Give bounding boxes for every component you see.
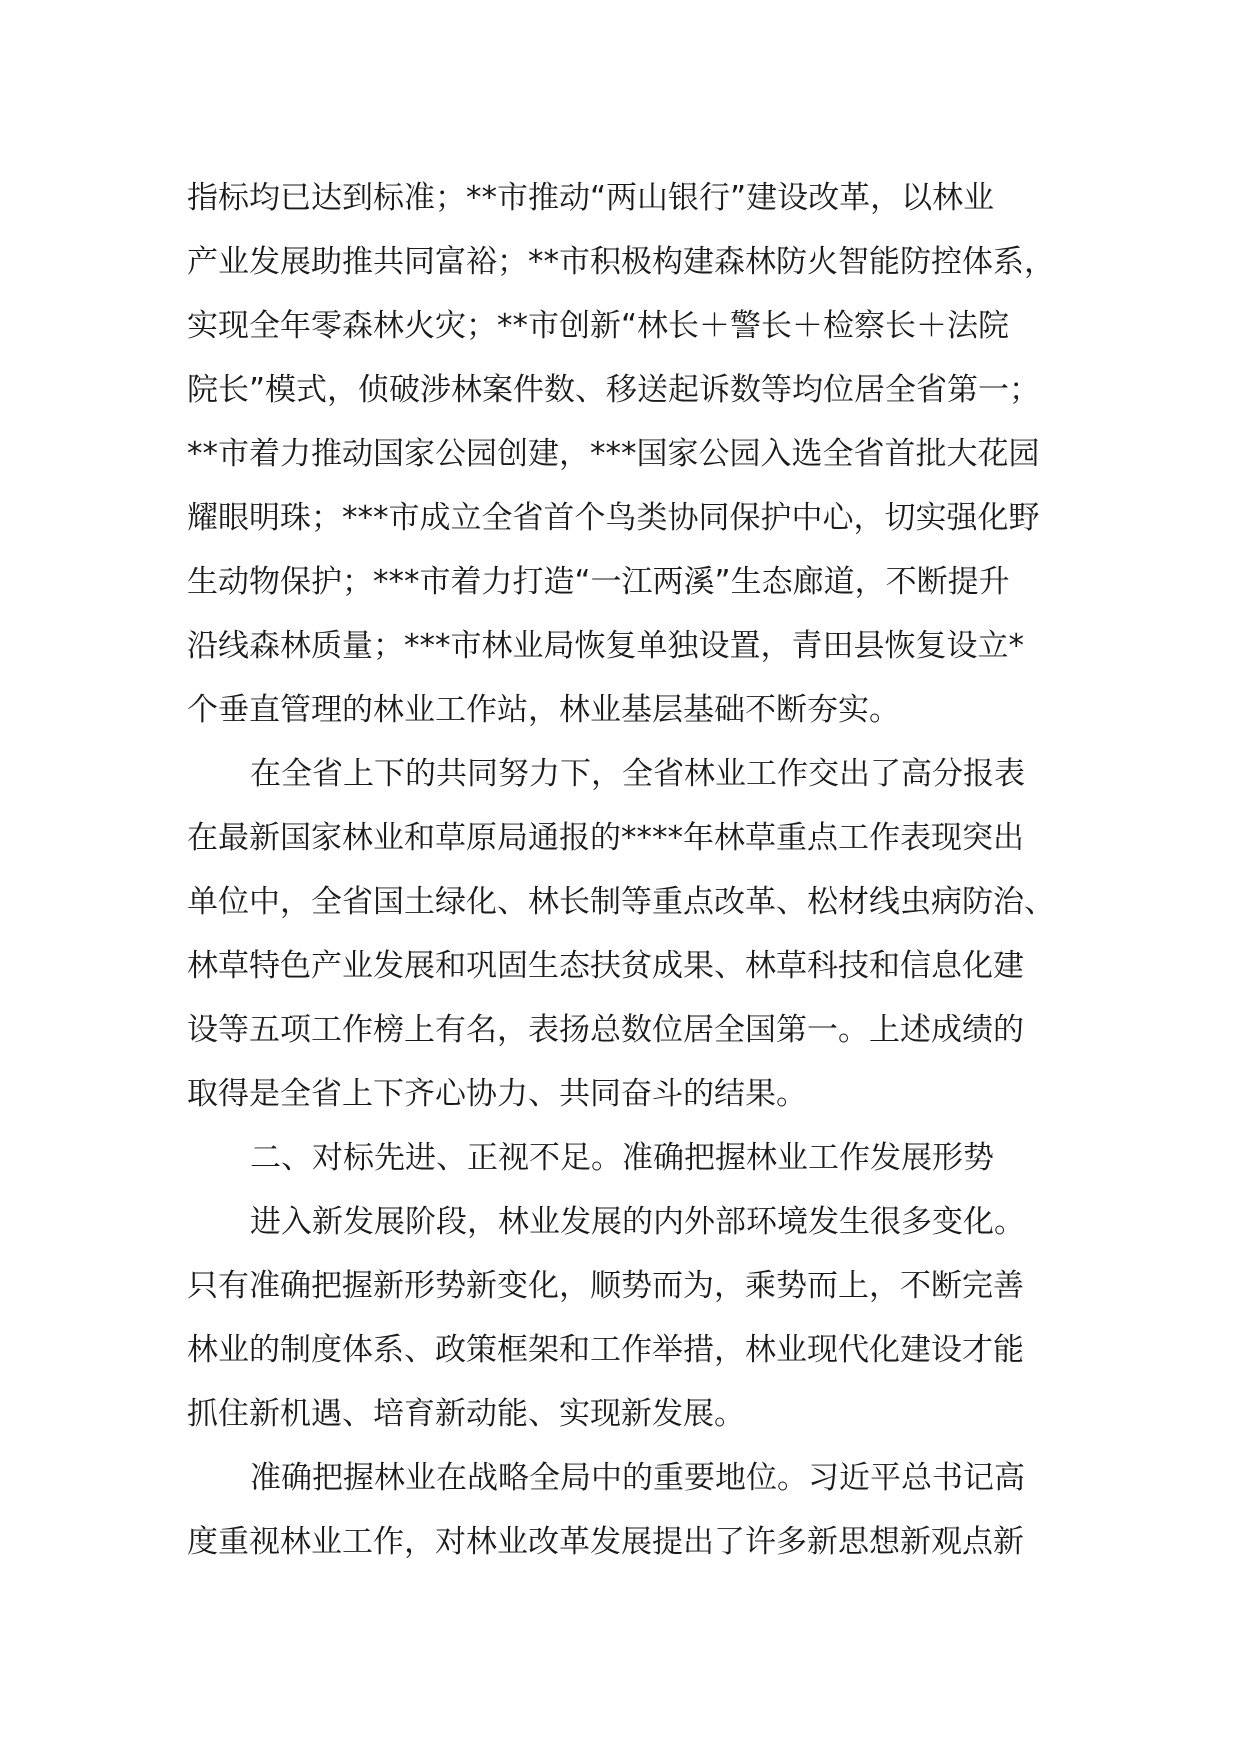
text-line: 实现全年零森林火灾；**市创新“林长＋警长＋检察长＋法院 bbox=[187, 308, 1010, 344]
text-line: 个垂直管理的林业工作站，林业基层基础不断夯实。 bbox=[187, 692, 900, 728]
text-line: 沿线森林质量；***市林业局恢复单独设置，青田县恢复设立* bbox=[187, 628, 1024, 664]
text-line: 在最新国家林业和草原局通报的****年林草重点工作表现突出 bbox=[187, 820, 1024, 856]
paragraph-first-line: 准确把握林业在战略全局中的重要地位。习近平总书记高 bbox=[250, 1460, 1025, 1496]
text-line: 指标均已达到标准；**市推动“两山银行”建设改革，以林业 bbox=[187, 180, 995, 216]
text-line: 耀眼明珠；***市成立全省首个鸟类协同保护中心，切实强化野 bbox=[187, 500, 1040, 536]
text-line: 设等五项工作榜上有名，表扬总数位居全国第一。上述成绩的 bbox=[187, 1012, 1024, 1048]
text-line: 单位中，全省国土绿化、林长制等重点改革、松材线虫病防治、 bbox=[187, 884, 1055, 920]
paragraph-first-line: 进入新发展阶段，林业发展的内外部环境发生很多变化。 bbox=[250, 1204, 1025, 1240]
document-body bbox=[187, 166, 1087, 1574]
text-line: 生动物保护；***市着力打造“一江两溪”生态廊道，不断提升 bbox=[187, 564, 1010, 600]
text-line: 度重视林业工作，对林业改革发展提出了许多新思想新观点新 bbox=[187, 1524, 1024, 1560]
text-line: **市着力推动国家公园创建，***国家公园入选全省首批大花园 bbox=[187, 436, 1040, 472]
text-line: 只有准确把握新形势新变化，顺势而为，乘势而上，不断完善 bbox=[187, 1268, 1024, 1304]
text-line: 林业的制度体系、政策框架和工作举措，林业现代化建设才能 bbox=[187, 1332, 1024, 1368]
section-heading: 二、对标先进、正视不足。准确把握林业工作发展形势 bbox=[250, 1140, 994, 1176]
text-line: 抓住新机遇、培育新动能、实现新发展。 bbox=[187, 1396, 745, 1432]
paragraph-first-line: 在全省上下的共同努力下，全省林业工作交出了高分报表 bbox=[250, 756, 1025, 792]
text-line: 产业发展助推共同富裕；**市积极构建森林防火智能防控体系， bbox=[187, 244, 1055, 280]
text-line: 取得是全省上下齐心协力、共同奋斗的结果。 bbox=[187, 1076, 807, 1112]
text-line: 院长”模式，侦破涉林案件数、移送起诉数等均位居全省第一； bbox=[187, 372, 1041, 408]
text-line: 林草特色产业发展和巩固生态扶贫成果、林草科技和信息化建 bbox=[187, 948, 1024, 984]
